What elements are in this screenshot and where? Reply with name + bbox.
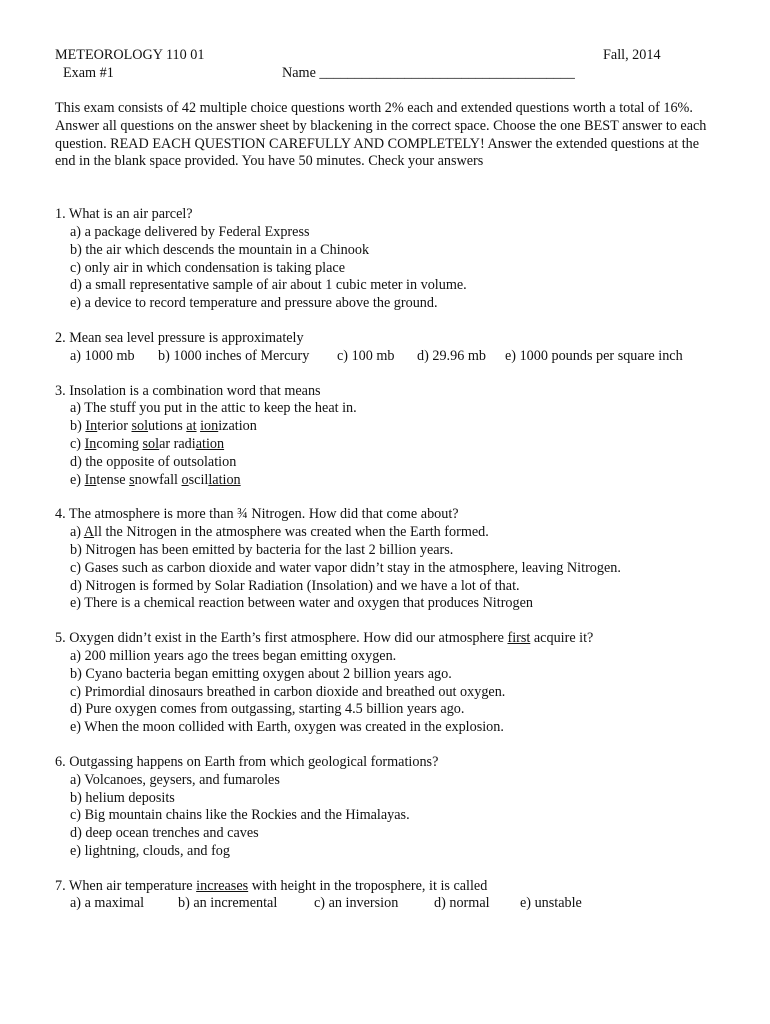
option-b: b) Cyano bacteria began emitting oxygen about 2 billion years ago.: [70, 665, 452, 682]
option-a: a) Volcanoes, geysers, and fumaroles: [70, 771, 280, 788]
option-d: d) Nitrogen is formed by Solar Radiation (Insolation) and we have a lot of that.: [70, 577, 520, 594]
question-stem: 1. What is an air parcel?: [55, 206, 193, 223]
option-e: e) 1000 pounds per square inch: [505, 347, 683, 364]
question-5: [55, 630, 715, 737]
option-a: a) a package delivered by Federal Express: [70, 223, 310, 240]
option-a: a) a maximal: [70, 895, 145, 912]
option-e: e) Intense snowfall oscillation: [70, 471, 241, 488]
option-c: c) an inversion: [314, 895, 399, 912]
option-b: b) Nitrogen has been emitted by bacteria for the last 2 billion years.: [70, 541, 454, 558]
option-b: b) an incremental: [178, 895, 278, 912]
course-code: METEOROLOGY 110 01: [55, 47, 205, 63]
question-stem: 2. Mean sea level pressure is approximately: [55, 329, 304, 346]
exam-header: [55, 47, 715, 83]
option-a: a) All the Nitrogen in the atmosphere was created when the Earth formed.: [70, 524, 489, 541]
option-d: d) 29.96 mb: [417, 347, 486, 364]
option-e: e) a device to record temperature and pressure above the ground.: [70, 295, 438, 312]
option-b: b) the air which descends the mountain in a Chinook: [70, 241, 370, 258]
option-row: [55, 348, 715, 366]
question-7: [55, 878, 715, 914]
option-e: e) When the moon collided with Earth, oxygen was created in the explosion.: [70, 719, 504, 736]
option-d: d) normal: [434, 895, 490, 912]
option-b: b) 1000 inches of Mercury: [158, 347, 310, 364]
question-stem: 5. Oxygen didn’t exist in the Earth’s first atmosphere. How did our atmosphere first acquire it?: [55, 630, 594, 647]
option-row: [55, 895, 715, 913]
question-stem: 6. Outgassing happens on Earth from which geological formations?: [55, 753, 439, 770]
option-d: d) a small representative sample of air about 1 cubic meter in volume.: [70, 277, 467, 294]
option-d: d) Pure oxygen comes from outgassing, starting 4.5 billion years ago.: [70, 701, 465, 718]
question-4: [55, 506, 715, 613]
question-1: [55, 206, 715, 313]
question-6: [55, 754, 715, 861]
question-2: [55, 330, 715, 366]
name-field-label: Name ____________________________________: [282, 65, 575, 81]
exam-page: [55, 47, 715, 913]
option-a: a) 200 million years ago the trees began emitting oxygen.: [70, 647, 397, 664]
option-c: c) Big mountain chains like the Rockies and the Himalayas.: [70, 807, 410, 824]
option-e: e) There is a chemical reaction between water and oxygen that produces Nitrogen: [70, 595, 533, 612]
option-d: d) the opposite of outsolation: [70, 453, 237, 470]
option-c: c) 100 mb: [337, 347, 395, 364]
option-a: a) The stuff you put in the attic to keep the heat in.: [70, 400, 357, 417]
option-b: b) Interior solutions at ionization: [70, 418, 257, 435]
question-stem: 3. Insolation is a combination word that means: [55, 382, 321, 399]
option-c: c) only air in which condensation is taking place: [70, 259, 346, 276]
option-d: d) deep ocean trenches and caves: [70, 825, 259, 842]
exam-number: Exam #1: [63, 65, 114, 81]
option-a: a) 1000 mb: [70, 347, 135, 364]
option-c: c) Gases such as carbon dioxide and water vapor didn’t stay in the atmosphere, leaving Nitrogen.: [70, 559, 621, 576]
option-e: e) lightning, clouds, and fog: [70, 842, 230, 859]
term-label: Fall, 2014: [603, 47, 661, 63]
exam-instructions: This exam consists of 42 multiple choice questions worth 2% each and extended questions worth a total of 16%. Answer all questions on the answer sheet by blackening in the correct space. Choose the one BEST answer to each question. READ EACH QUESTION CAREFULLY AND COMPLETELY! Answer the extended questions at the end in the blank space provided. You have 50 minutes. Check your answers: [55, 100, 707, 170]
option-e: e) unstable: [520, 895, 582, 912]
option-c: c) Primordial dinosaurs breathed in carbon dioxide and breathed out oxygen.: [70, 683, 506, 700]
option-b: b) helium deposits: [70, 789, 175, 806]
question-stem: 7. When air temperature increases with height in the troposphere, it is called: [55, 877, 488, 894]
question-3: [55, 383, 715, 490]
option-c: c) Incoming solar radiation: [70, 435, 225, 452]
question-stem: 4. The atmosphere is more than ¾ Nitrogen. How did that come about?: [55, 506, 459, 523]
